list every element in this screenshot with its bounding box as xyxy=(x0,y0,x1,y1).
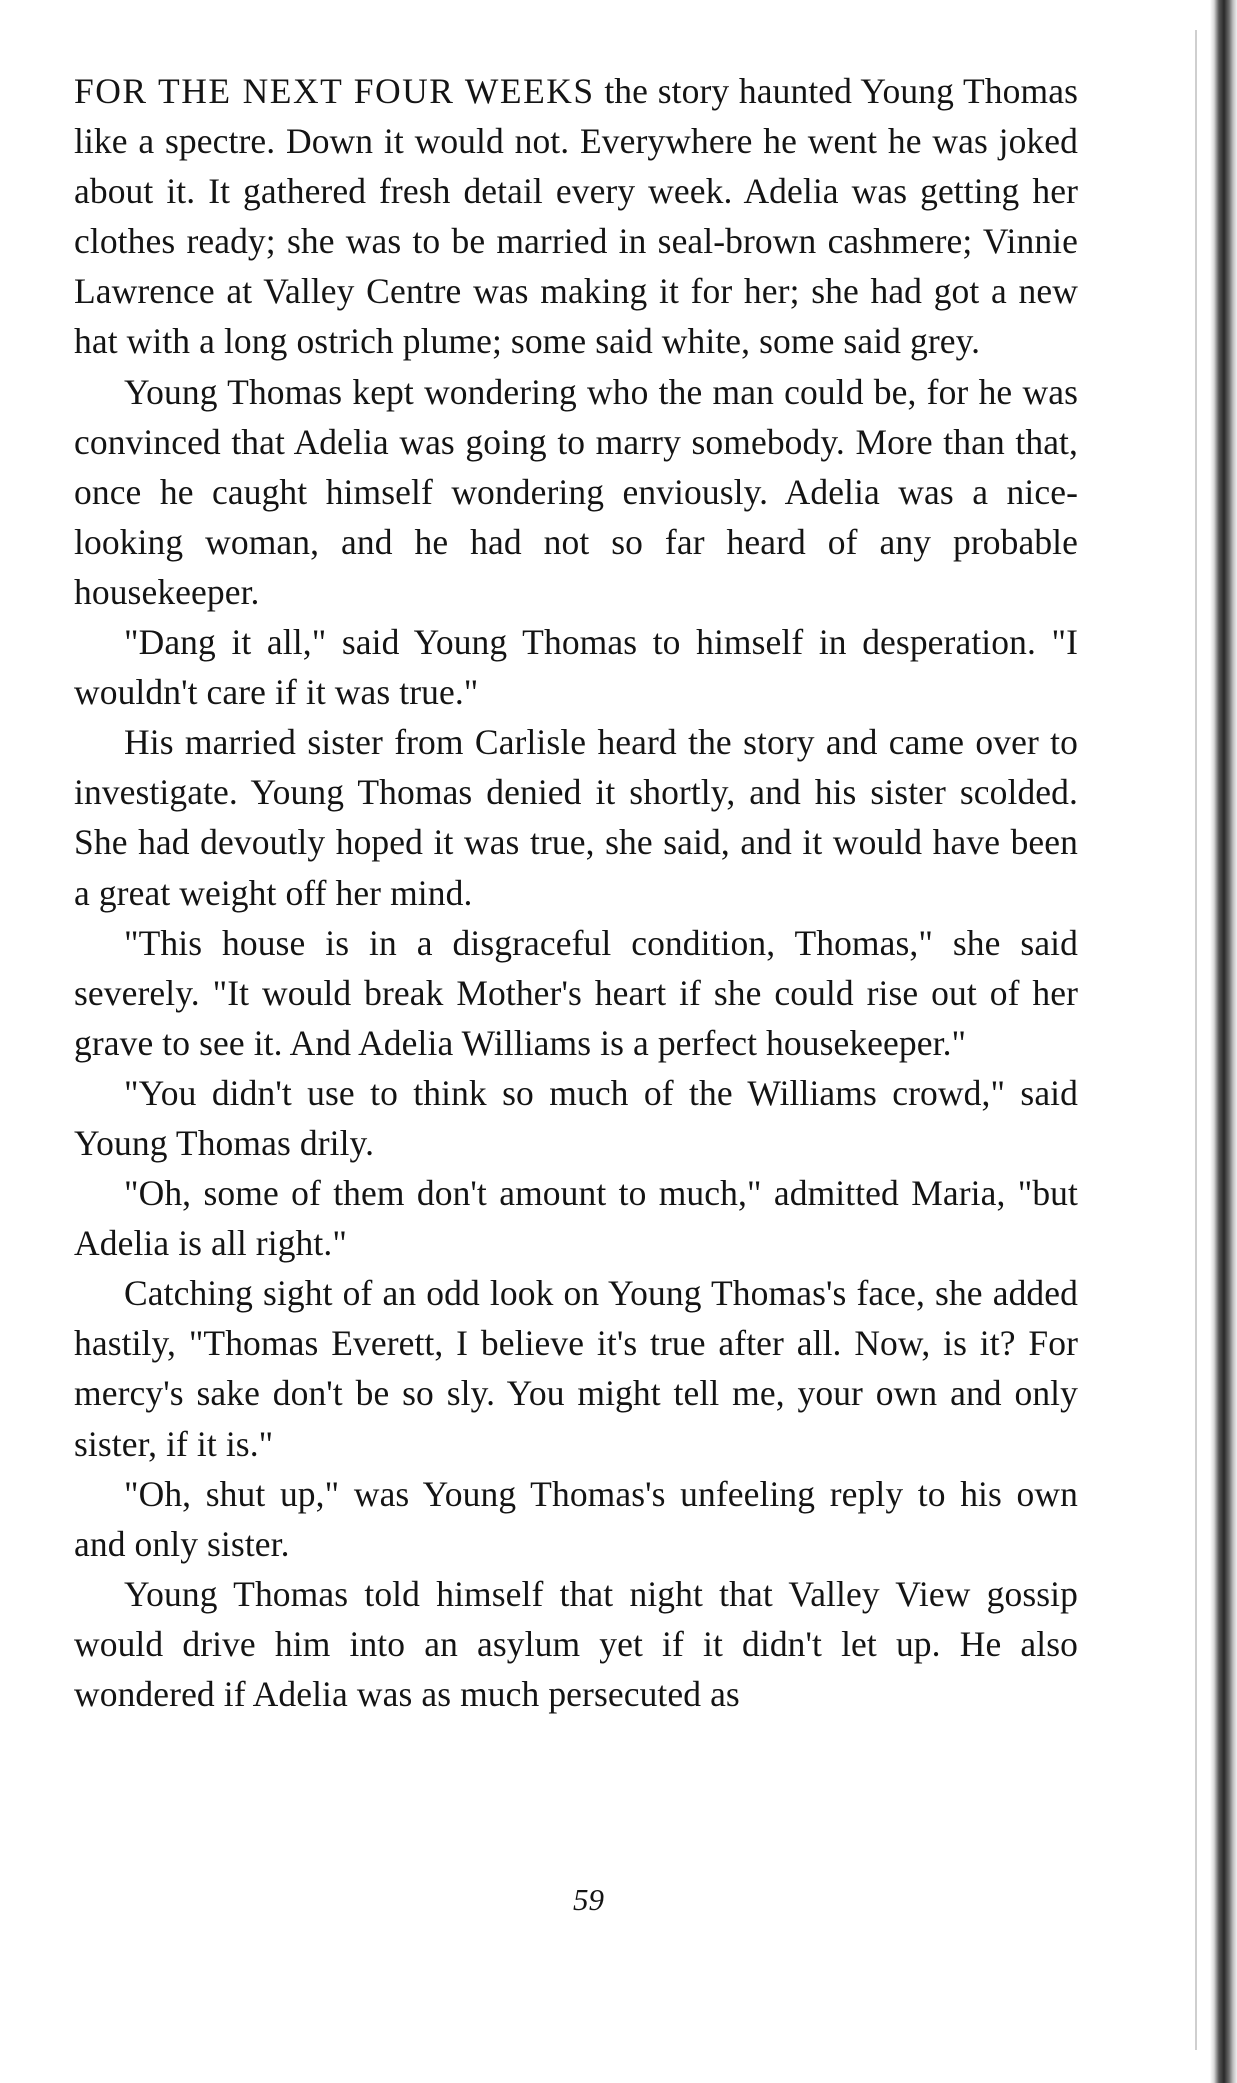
page-number: 59 xyxy=(573,1882,604,1917)
scan-binding-shadow xyxy=(1195,30,1197,2050)
paragraph-8: Catching sight of an odd look on Young Thomas's face, she added hastily, "Thomas Everett, I believe it's true after all. Now, is it? For mercy's sake don't be so sly. You might tell me, your own and only sister, if it is." xyxy=(74,1273,1078,1464)
paragraph-1 xyxy=(74,66,1078,367)
paragraph-10: Young Thomas told himself that night that Valley View gossip would drive him into an asylum yet if it didn't let up. He also wondered if Adelia was as much persecuted as xyxy=(74,1573,1078,1714)
paragraph-2: Young Thomas kept wondering who the man could be, for he was convinced that Adelia was going to marry somebody. More than that, once he caught himself wondering enviously. Adelia was a nice-looking woman, and he had not so far heard of any probable housekeeper. xyxy=(74,371,1078,612)
paragraph-4: His married sister from Carlisle heard the story and came over to investigate. Young Thomas denied it shortly, and his sister scolded. She had devoutly hoped it was true, she said, and it would have been a great weight off her mind. xyxy=(74,722,1078,913)
paragraph-1-text: the story haunted Young Thomas like a spectre. Down it would not. Everywhere he went he was joked about it. It gathered fresh detail every week. Adelia was getting her clothes ready; she was to be married in seal-brown cashmere; Vinnie Lawrence at Valley Centre was making it for her; she had got a new hat with a long ostrich plume; some said white, some said grey. xyxy=(74,71,1078,362)
paragraph-3: "Dang it all," said Young Thomas to himself in desperation. "I wouldn't care if it was true." xyxy=(74,622,1078,713)
paragraph-5: "This house is in a disgraceful condition, Thomas," she said severely. "It would break Mother's heart if she could rise out of her grave to see it. And Adelia Williams is a perfect housekeeper." xyxy=(74,922,1078,1063)
paragraph-6: "You didn't use to think so much of the Williams crowd," said Young Thomas drily. xyxy=(74,1072,1078,1163)
paragraph-7: "Oh, some of them don't amount to much," admitted Maria, "but Adelia is all right." xyxy=(74,1173,1078,1264)
book-page-text xyxy=(74,66,1078,1719)
paragraph-9: "Oh, shut up," was Young Thomas's unfeeling reply to his own and only sister. xyxy=(74,1473,1078,1564)
chapter-lead-in: FOR THE NEXT FOUR WEEKS xyxy=(74,71,595,111)
scan-binding-edge xyxy=(1210,0,1237,2083)
